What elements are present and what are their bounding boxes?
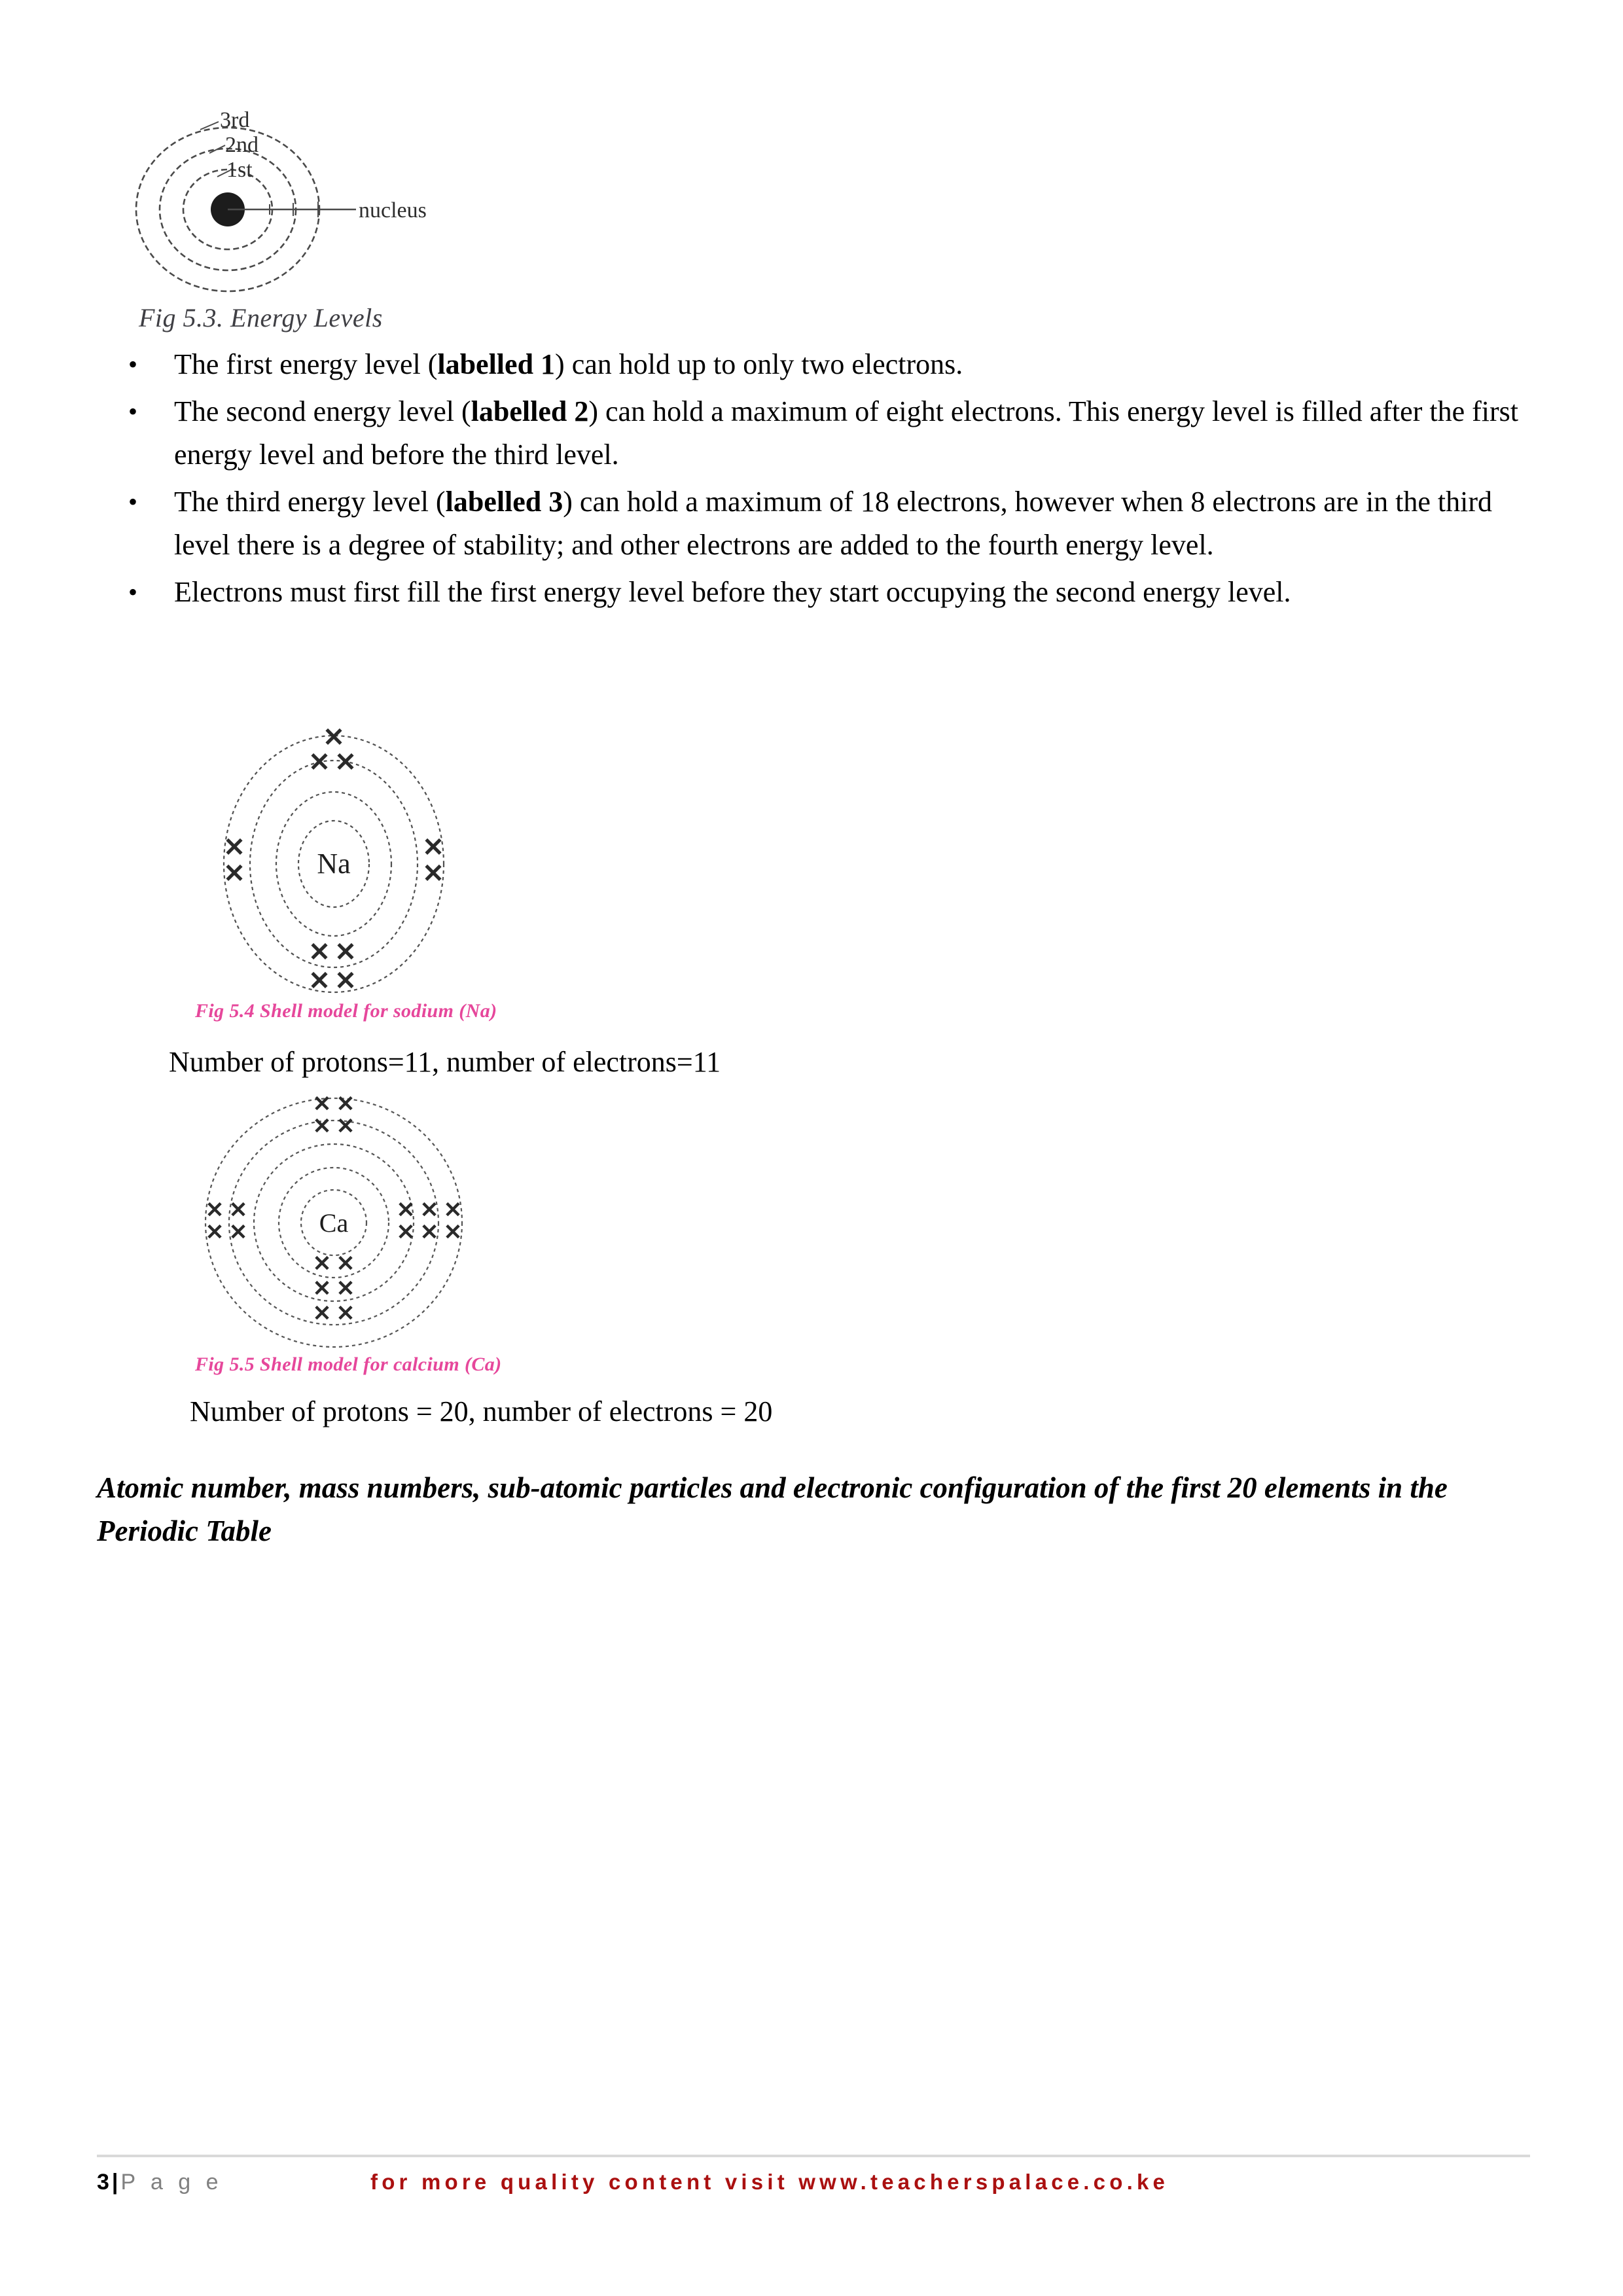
ca-electron-cross: ✕: [228, 1220, 248, 1245]
bullet-text: [174, 480, 1531, 567]
na-electron-cross: ✕: [334, 967, 357, 996]
shell-label-2nd: 2nd: [225, 133, 259, 157]
na-electron-cross: ✕: [223, 859, 245, 888]
footer-page-word: P a g e: [120, 2170, 223, 2195]
bullet-text-part: Electrons must first fill the first energy level before they start occupying the second energy level.: [174, 576, 1291, 608]
shell-label-1st: 1st: [226, 158, 253, 182]
bullet-text-part: The third energy level (: [174, 486, 446, 518]
bullet-marker-icon: •: [128, 487, 138, 516]
bullet-list: [124, 343, 1531, 618]
na-electron-cross: ✕: [422, 833, 444, 862]
list-item: [124, 480, 1531, 567]
na-electron-cross: ✕: [422, 859, 444, 888]
figure-energy-levels-caption: Fig 5.3. Energy Levels: [139, 303, 383, 332]
figure-calcium-shell-model: [190, 1092, 478, 1354]
na-electron-cross: ✕: [308, 938, 330, 967]
ca-electron-cross: ✕: [205, 1220, 224, 1245]
na-electron-cross: ✕: [323, 725, 345, 752]
section-heading: Atomic number, mass numbers, sub-atomic particles and electronic configuration of the first 20 elements in the Periodic Table: [97, 1471, 1448, 1547]
ca-electron-cross: ✕: [336, 1114, 355, 1139]
ca-electron-cross: ✕: [336, 1276, 355, 1301]
bullet-text-part: ) can hold up to only two electrons.: [555, 348, 963, 380]
footer-page-separator: |: [111, 2170, 118, 2195]
ca-electron-cross: ✕: [312, 1301, 332, 1326]
figure-sodium-shell-model: [196, 725, 471, 1000]
na-electron-cross: ✕: [308, 967, 330, 996]
bullet-text-part: The second energy level (: [174, 395, 471, 427]
shell-label-3rd: 3rd: [220, 108, 250, 132]
list-item: [124, 343, 1531, 386]
ca-electron-cross: ✕: [312, 1114, 332, 1139]
nucleus-label: nucleus: [359, 198, 427, 223]
ca-electron-cross: ✕: [312, 1251, 332, 1276]
ca-electron-cross: ✕: [312, 1276, 332, 1301]
na-symbol-label: Na: [317, 848, 351, 880]
figure-calcium-caption: Fig 5.5 Shell model for calcium (Ca): [195, 1354, 502, 1375]
sodium-proton-electron-count: Number of protons=11, number of electrons=11: [169, 1046, 721, 1078]
page-footer: [97, 2165, 1530, 2211]
na-electron-cross: ✕: [308, 748, 330, 777]
ca-symbol-label: Ca: [319, 1208, 349, 1238]
sodium-shell-diagram: [196, 725, 471, 1000]
footer-divider: [97, 2155, 1530, 2157]
bullet-text: [174, 390, 1531, 476]
ca-electron-cross: ✕: [336, 1251, 355, 1276]
na-electron-cross: ✕: [334, 748, 357, 777]
ca-electron-cross: ✕: [419, 1220, 439, 1245]
figure-sodium-caption: Fig 5.4 Shell model for sodium (Na): [195, 1000, 497, 1022]
ca-electron-cross: ✕: [336, 1301, 355, 1326]
ca-electron-cross: ✕: [443, 1198, 463, 1223]
bullet-text: [174, 571, 1531, 614]
energy-levels-diagram: [128, 98, 547, 314]
bullet-text-part: The first energy level (: [174, 348, 438, 380]
footer-page-number: 3: [97, 2170, 109, 2195]
list-item: [124, 390, 1531, 476]
bullet-text-part-bold: labelled 1: [437, 348, 556, 380]
ca-electron-cross: ✕: [228, 1198, 248, 1223]
bullet-marker-icon: •: [128, 397, 138, 426]
na-electron-cross: ✕: [223, 833, 245, 862]
bullet-text: [174, 343, 1531, 386]
footer-promo-text: for more quality content visit www.teacherspalace.co.ke: [370, 2170, 1169, 2194]
bullet-text-part-bold: labelled 3: [445, 486, 563, 518]
figure-energy-levels: [128, 98, 547, 314]
calcium-proton-electron-count: Number of protons = 20, number of electrons = 20: [190, 1395, 773, 1427]
list-item: [124, 571, 1531, 614]
bullet-text-part-bold: labelled 2: [471, 395, 589, 427]
ca-electron-cross: ✕: [419, 1198, 439, 1223]
bullet-marker-icon: •: [128, 350, 138, 379]
ca-electron-cross: ✕: [396, 1198, 416, 1223]
ca-electron-cross: ✕: [396, 1220, 416, 1245]
ca-electron-cross: ✕: [312, 1092, 332, 1117]
ca-electron-cross: ✕: [205, 1198, 224, 1223]
bullet-text-part: ) can hold a maximum of eight electrons. This energy level is filled after the first energy level and before the third level.: [174, 395, 1518, 471]
calcium-shell-diagram: [190, 1092, 478, 1354]
footer-page-indicator: [97, 2165, 223, 2199]
bullet-marker-icon: •: [128, 577, 138, 607]
ca-electron-cross: ✕: [336, 1092, 355, 1117]
bullet-text-part: ) can hold a maximum of 18 electrons, however when 8 electrons are in the third level there is a degree of stability; and other electrons are added to the fourth energy level.: [174, 486, 1493, 561]
ca-electron-cross: ✕: [443, 1220, 463, 1245]
na-electron-cross: ✕: [334, 938, 357, 967]
